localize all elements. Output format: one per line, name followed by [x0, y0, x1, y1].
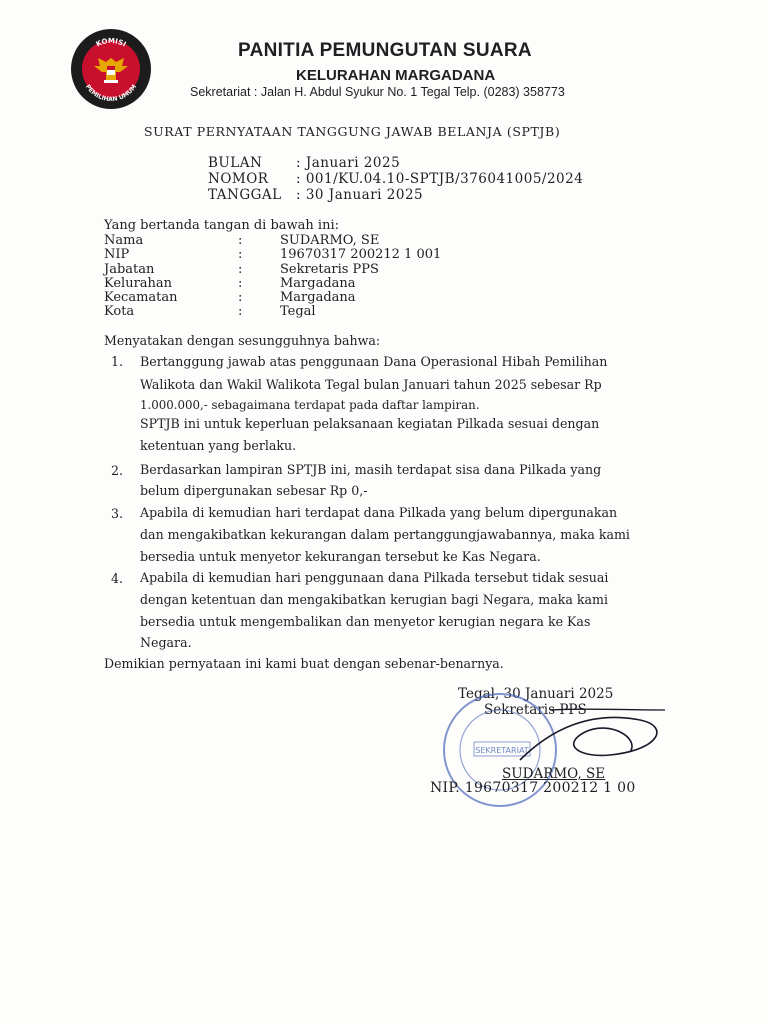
identity-colon: :: [238, 262, 243, 277]
item-line: bersedia untuk menyetor kekurangan tersebut ke Kas Negara.: [140, 549, 541, 564]
kpu-logo: [70, 28, 152, 110]
identity-key: Kota: [104, 304, 135, 319]
item-line: bersedia untuk mengembalikan dan menyetor kerugian negara ke Kas: [140, 614, 591, 629]
item-line: Apabila di kemudian hari terdapat dana Pilkada yang belum dipergunakan: [140, 505, 618, 520]
identity-colon: :: [238, 233, 243, 248]
meta-value: : 30 Januari 2025: [296, 187, 424, 203]
identity-key: NIP: [104, 247, 130, 262]
item-line: Apabila di kemudian hari penggunaan dana Pilkada tersebut tidak sesuai: [140, 570, 609, 585]
item-number: 2.: [111, 463, 124, 478]
meta-value: : 001/KU.04.10-SPTJB/376041005/2024: [296, 171, 584, 187]
identity-colon: :: [238, 290, 243, 305]
identity-value: SUDARMO, SE: [280, 233, 380, 248]
item-line: Walikota dan Wakil Walikota Tegal bulan Januari tahun 2025 sebesar Rp: [140, 377, 602, 392]
item-line: Bertanggung jawab atas penggunaan Dana Operasional Hibah Pemilihan: [140, 354, 608, 369]
identity-key: Kecamatan: [104, 290, 178, 305]
identity-value: 19670317 200212 1 001: [280, 247, 442, 262]
identity-colon: :: [238, 247, 243, 262]
signatory-nip: NIP. 19670317 200212 1 00: [430, 780, 636, 796]
signature-place-date: Tegal, 30 Januari 2025: [458, 686, 614, 702]
identity-key: Jabatan: [104, 262, 155, 277]
org-address: Sekretariat : Jalan H. Abdul Syukur No. 1 Tegal Telp. (0283) 358773: [190, 85, 565, 99]
identity-value: Margadana: [280, 276, 356, 291]
signature-position: Sekretaris PPS: [484, 702, 587, 718]
statement-intro: Menyatakan dengan sesungguhnya bahwa:: [104, 333, 381, 348]
item-line: ketentuan yang berlaku.: [140, 438, 297, 453]
org-subtitle: KELURAHAN MARGADANA: [296, 67, 496, 84]
meta-key: BULAN: [208, 155, 263, 171]
stamp-text: SEKRETARIAT: [475, 746, 529, 755]
item-number: 4.: [111, 571, 124, 586]
identity-value: Margadana: [280, 290, 356, 305]
identity-key: Nama: [104, 233, 144, 248]
meta-value: : Januari 2025: [296, 155, 401, 171]
logo-text-bottom: PEMILIHAN UMUM: [83, 83, 139, 104]
meta-key: TANGGAL: [208, 187, 282, 203]
item-line: dan mengakibatkan kekurangan dalam pertanggungjawabannya, maka kami: [140, 527, 630, 542]
identity-colon: :: [238, 304, 243, 319]
intro-text: Yang bertanda tangan di bawah ini:: [104, 218, 339, 233]
org-title: PANITIA PEMUNGUTAN SUARA: [238, 40, 532, 61]
item-line: belum dipergunakan sebesar Rp 0,-: [140, 483, 368, 498]
identity-value: Sekretaris PPS: [280, 262, 379, 277]
item-number: 1.: [111, 354, 124, 369]
item-line: dengan ketentuan dan mengakibatkan kerugian bagi Negara, maka kami: [140, 592, 608, 607]
signatory-name: SUDARMO, SE: [502, 766, 606, 782]
meta-key: NOMOR: [208, 171, 269, 187]
item-number: 3.: [111, 506, 124, 521]
closing-statement: Demikian pernyataan ini kami buat dengan sebenar-benarnya.: [104, 656, 504, 671]
identity-value: Tegal: [280, 304, 316, 319]
identity-key: Kelurahan: [104, 276, 173, 291]
item-line: 1.000.000,- sebagaimana terdapat pada daftar lampiran.: [140, 398, 480, 412]
item-line: Berdasarkan lampiran SPTJB ini, masih terdapat sisa dana Pilkada yang: [140, 462, 602, 477]
identity-colon: :: [238, 276, 243, 291]
item-line: Negara.: [140, 635, 192, 650]
logo-text-top: KOMISI: [94, 36, 128, 49]
item-line: SPTJB ini untuk keperluan pelaksanaan kegiatan Pilkada sesuai dengan: [140, 416, 600, 431]
document-title: SURAT PERNYATAAN TANGGUNG JAWAB BELANJA (SPTJB): [144, 124, 561, 139]
